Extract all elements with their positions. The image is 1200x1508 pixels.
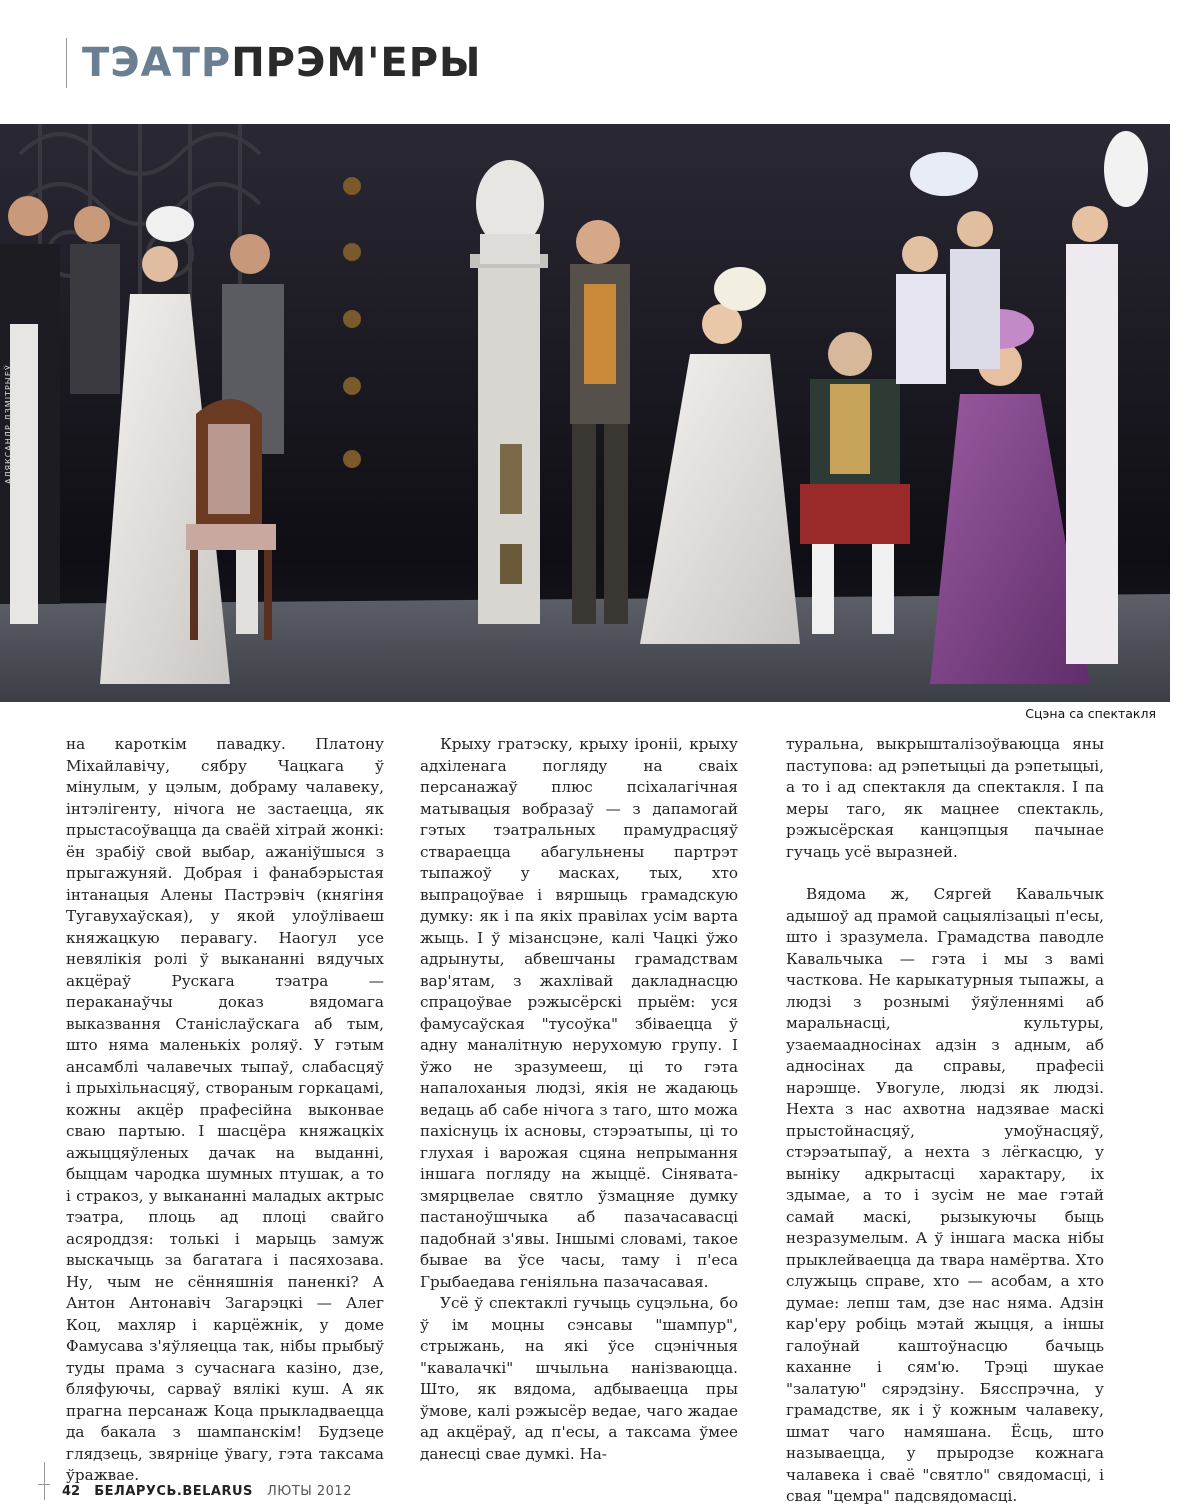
section-title <box>82 40 482 86</box>
page-footer <box>62 1484 352 1499</box>
paragraph: на кароткім павадку. Платону Міхайлавічу, сябру Чацкага ў мінулым, у цэлым, добраму чалавеку, інтэлігенту, нічога не застаецца, як прыстасоўвацца да сваёй хітрай жонкі: ён зрабіў свой выбар, ажаніўшыся з прыгажуняй. Добрая і фанабэрыстая інтанацыя Алены Пастрэвіч (княгіня Тугавухаўская), у якой улоўліваеш княжацкую перавагу. Наогул усе невялікія ролі ў выкананні вядучых акцёраў Рускага тэатра — пераканаўчы доказ вядомага выказвання Станіслаўскага аб тым, што няма маленькіх роляў. У гэтым ансамблі чалавечых тыпаў, слабасцяў і прыхільнасцяў, створаным горкацамі, кожны акцёр прафесійна выконвае сваю партыю. І шасцёра княжацкіх ажыццяўленых дачак на выданні, быццам чародка шумных птушак, а то і стракоз, у выкананні маладых актрыс тэатра, плоць ад плоці свайго асяроддзя: толькі і марыць замуж выскачыць за багатага і пасяхозава. Ну, чым не сённяшнія паненкі? А Антон Антонавіч Загарэцкі — Алег Коц, махляр і карцёжнік, у доме Фамусава з'яўляецца так, нібы прыбыў туды прама з сучаснага казіно, дзе, бляфуючы, сарваў вялікі куш. А як прагна персанаж Коца прыкладваецца да бакала з шампанскім! Будзеце глядзець, звярніце ўвагу, гэта таксама ўражвае. <box>66 735 384 1484</box>
paragraph: Усё ў спектаклі гучыць суцэльна, бо ў ім моцны сэнсавы "шампур", стрыжань, на які ўсе сцэнічныя "кавалачкі" шчыльна нанізваюцца. Што, як вядома, адбываецца пры ўмове, калі рэжысёр ведае, чаго жадае ад акцёраў, ад п'есы, а таксама ўмее данесці свае думкі. На- <box>420 1294 738 1463</box>
footer-rule-horizontal <box>38 1484 50 1485</box>
page-number: 42 <box>62 1484 81 1499</box>
paragraph: Крыху гратэску, крыху іроніі, крыху адхіленага погляду на сваіх персанажаў плюс псіхалагічная матывацыя вобразаў — з дапамогай гэтых тэатральных прамудрасцяў ствараецца абагульнены партрэт тыпажоў у масках, тых, хто выпрацоўвае і вяршыць грамадскую думку: як і па якіх правілах усім варта жыць. І ў мізансцэне, калі Чацкі ўжо адрынуты, абвешчаны грамадствам вар'ятам, з жахлівай дакладнасцю спрацоўвае рэжысёрскі прыём: уся фамусаўская "тусоўка" збіваецца ў адну маналітную нерухомую групу. І ўжо не зразумееш, ці то гэта напалоханыя людзі, якія не жадаюць ведаць аб сабе нічога з таго, што можа пахіснуць іх асновы, стэрэатыпы, ці то глухая і варожая сцяна непрымання іншага погляду на жыццё. Сінявата-змярцвелае святло ўзмацняе думку пастаноўшчыка аб пазачасавасці падобнай з'явы. Іншымі словамі, такое бывае ва ўсе часы, таму і п'еса Грыбаедава геніяльна пазачасавая. <box>420 735 738 1291</box>
paragraph: туральна, выкрышталізоўваюцца яны паступова: ад рэпетыцыі да рэпетыцыі, а то і ад спектакля да спектакля. І па меры таго, як мацнее спектакль, рэжысёрская канцэпцыя пачынае гучаць усё выразней. <box>786 735 1104 861</box>
section-title-part2: ПРЭМ'ЕРЫ <box>231 40 482 86</box>
stage-photo-illustration <box>0 124 1170 702</box>
issue-date: ЛЮТЫ 2012 <box>267 1484 352 1499</box>
footer-rule <box>44 1462 45 1500</box>
header-rule <box>66 38 67 88</box>
text-column-3 <box>786 734 1104 1508</box>
paragraph: Вядома ж, Сяргей Кавальчык адышоў ад прамой сацыялізацыі п'есы, што і зразумела. Грамадства паводле Кавальчыка — гэта і мы з вамі часткова. Не карыкатурныя тыпажы, а людзі з рознымі ўяўленнямі аб маральнасці, культуры, узаемаадносінах адзін з адным, аб адносінах да справы, прафесіі нарэшце. Увогуле, людзі як людзі. Нехта з нас ахвотна надзявае маскі прыстойнасцяў, умоўнасцяў, стэрэатыпаў, а нехта з лёгкасцю, у выніку адкрытасці характару, іх здымае, а то і зусім не мае гэтай самай маскі, рызыкуючы быць незразумелым. А ў іншага маска нібы прыклейваецца да твара намёртва. Хто служыць справе, хто — асобам, а хто думае: лепш там, дзе нас няма. Адзін кар'еру робіць мэтай жыцця, а іншы галоўнай каштоўнасцю бачыць каханне і сям'ю. Трэці шукае "залатую" сярэдзіну. Бясспрэчна, у грамадстве, як і ў кожным чалавеку, шмат чаго намяшана. Ёсць, што называецца, у прыродзе кожнага чалавека і сваё "святло" свядомасці, і свая "цемра" падсвядомасці. <box>786 885 1104 1505</box>
section-title-part1: ТЭАТР <box>82 40 232 86</box>
text-column-2 <box>420 734 738 1465</box>
photo-caption: Сцэна са спектакля <box>1025 706 1156 721</box>
text-column-1 <box>66 734 384 1487</box>
magazine-name: БЕЛАРУСЬ.BELARUS <box>94 1484 253 1499</box>
stage-photo <box>0 124 1170 702</box>
photo-credit: АЛЯКСАНДР ДЗМІТРЫЕЎ <box>4 364 13 484</box>
